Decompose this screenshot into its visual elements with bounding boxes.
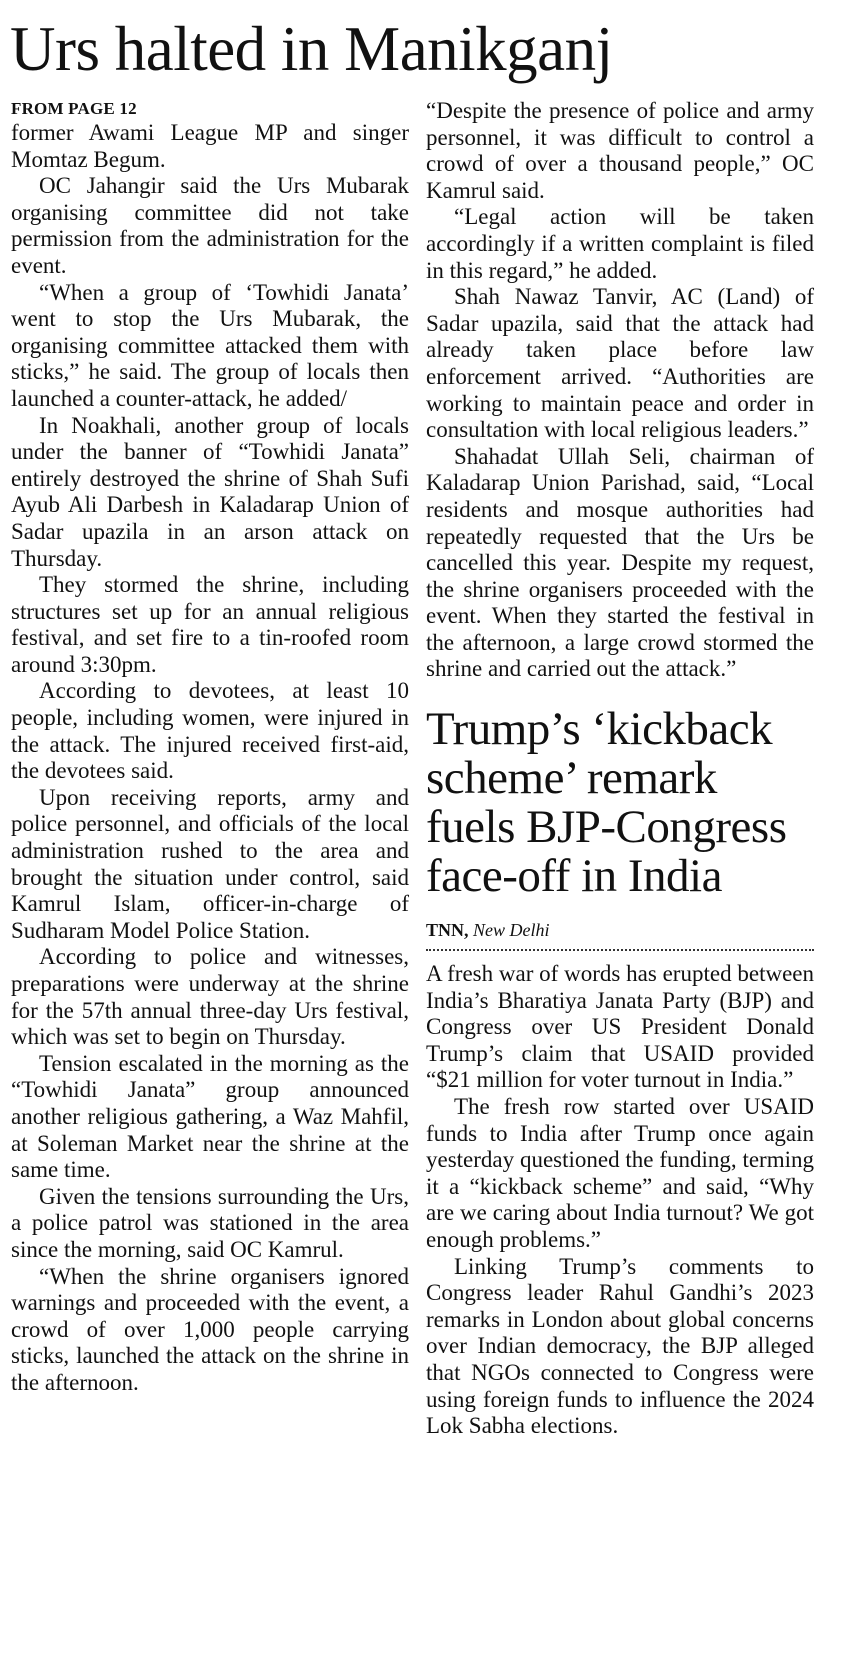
continuation-label: FROM PAGE 12 [11, 99, 137, 118]
article-paragraph: “Despite the presence of police and army personnel, it was difficult to control a crowd of over a thousand people,” OC Kamrul said. [426, 98, 814, 203]
byline-agency: TNN, [426, 920, 469, 941]
article-paragraph: Given the tensions surrounding the Urs, a police patrol was stationed in the area since the morning, said OC Kamrul. [11, 1183, 409, 1262]
article-paragraph: They stormed the shrine, including structures set up for an annual religious festival, and set fire to a tin-roofed room around 3:30pm. [11, 572, 409, 677]
story2-headline: Trump’s ‘kickback scheme’ remark fuels BJP-Congress face-off in India [426, 703, 787, 903]
article-paragraph: Shahadat Ullah Seli, chairman of Kaladarap Union Parishad, said, “Local residents and mosque authorities had repeatedly requested that the Urs be cancelled this year. Despite my request, the shrine organisers proceeded with the event. When they started the festival in the afternoon, a large crowd stormed the shrine and carried out the attack.” [426, 443, 814, 682]
article-paragraph: According to devotees, at least 10 people, including women, were injured in the attack. The injured received first-aid, the devotees said. [11, 678, 409, 784]
article-paragraph: Tension escalated in the morning as the “Towhidi Janata” group announced another religious gathering, a Waz Mahfil, at Soleman Market near the shrine at the same time. [11, 1050, 409, 1183]
article-paragraph: former Awami League MP and singer Momtaz Begum. [11, 120, 409, 172]
story2-paragraph: The fresh row started over USAID funds to India after Trump once again yesterday questioned the funding, terming it a “kickback scheme” and said, “Why are we caring about India turnout? We got enough problems.” [426, 1094, 814, 1252]
right-column [426, 98, 814, 1440]
story2-byline [426, 919, 814, 941]
article-paragraph: “When a group of ‘Towhidi Janata’ went to stop the Urs Mubarak, the organising committee attacked them with sticks,” he said. The group of locals then launched a counter-attack, he added/ [11, 279, 409, 411]
left-column [11, 98, 409, 1397]
article-paragraph: OC Jahangir said the Urs Mubarak organising committee did not take permission from the administration for the event. [11, 173, 409, 278]
main-headline: Urs halted in Manikganj [10, 14, 613, 84]
article-paragraph: “When the shrine organisers ignored warnings and proceeded with the event, a crowd of over 1,000 people carrying sticks, launched the attack on the shrine in the afternoon. [11, 1263, 409, 1395]
byline-place: New Delhi [473, 920, 550, 941]
story2-paragraph: A fresh war of words has erupted between India’s Bharatiya Janata Party (BJP) and Congress over US President Donald Trump’s claim that USAID provided “$21 million for voter turnout in India.” [426, 961, 814, 1093]
article-paragraph: According to police and witnesses, preparations were underway at the shrine for the 57th annual three-day Urs festival, which was set to begin on Thursday. [11, 944, 409, 1050]
dotted-divider [426, 949, 814, 951]
article-paragraph: In Noakhali, another group of locals under the banner of “Towhidi Janata” entirely destroyed the shrine of Shah Sufi Ayub Ali Darbesh in Kaladarap Union of Sadar upazila in an arson attack on Thursday. [11, 412, 409, 571]
story2-paragraph: Linking Trump’s comments to Congress leader Rahul Gandhi’s 2023 remarks in London about global concerns over Indian democracy, the BJP alleged that NGOs connected to Congress were using foreign funds to influence the 2024 Lok Sabha elections. [426, 1253, 814, 1439]
article-paragraph: Shah Nawaz Tanvir, AC (Land) of Sadar upazila, said that the attack had already taken place before law enforcement arrived. “Authorities are working to maintain peace and order in consultation with local religious leaders.” [426, 284, 814, 443]
article-paragraph: Upon receiving reports, army and police personnel, and officials of the local administration rushed to the area and brought the situation under control, said Kamrul Islam, officer-in-charge of Sudharam Model Police Station. [11, 784, 409, 943]
article-paragraph: “Legal action will be taken accordingly if a written complaint is filed in this regard,” he added. [426, 204, 814, 283]
